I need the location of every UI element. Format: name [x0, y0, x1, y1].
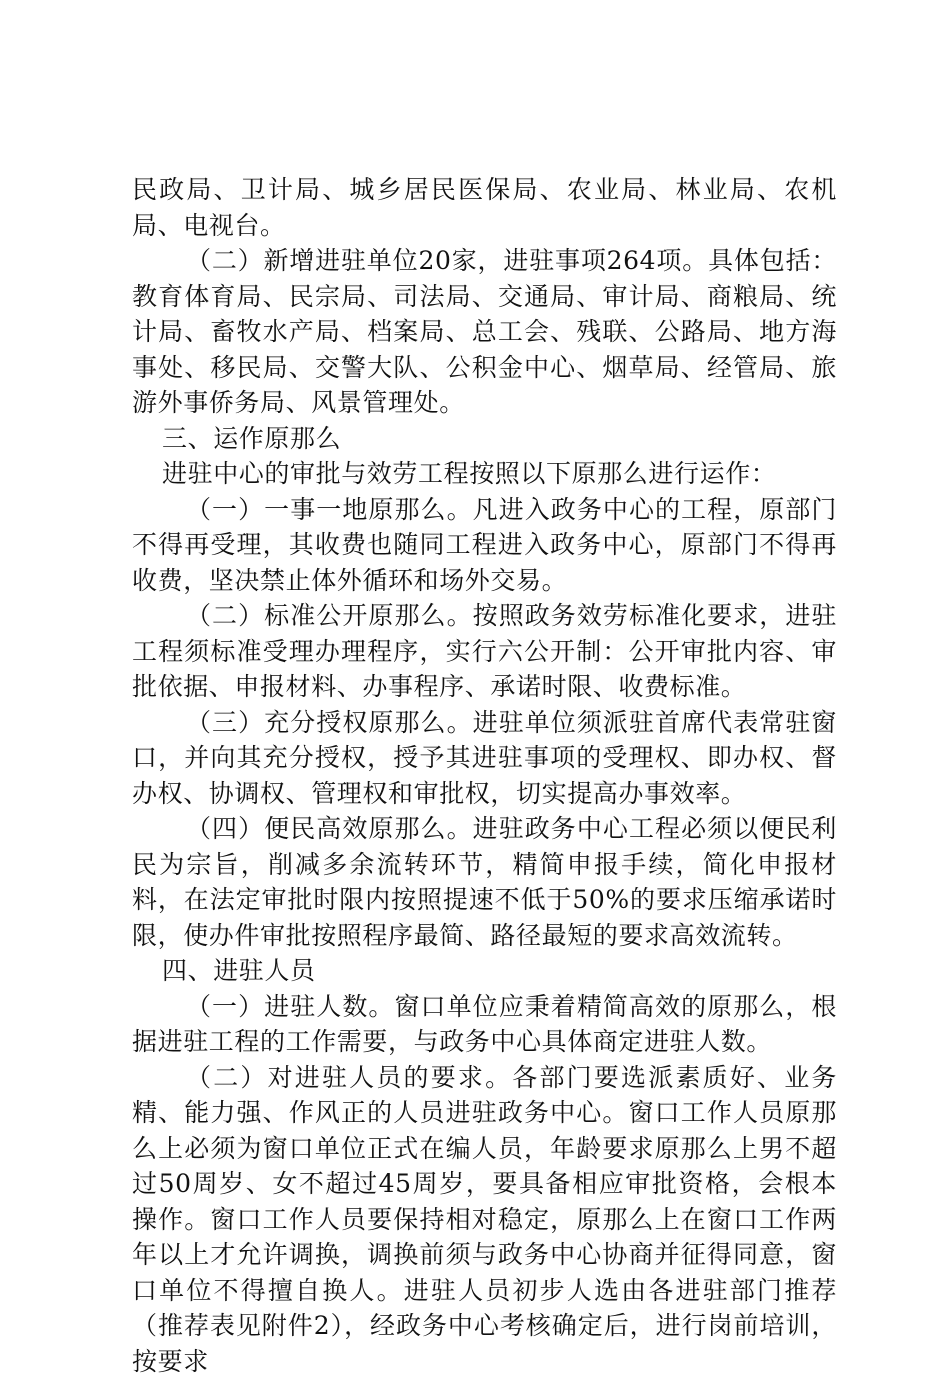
paragraph-operation-intro: 进驻中心的审批与效劳工程按照以下原那么进行运作：	[132, 456, 837, 492]
paragraph-principle-convenience: （四）便民高效原那么。进驻政务中心工程必须以便民利民为宗旨，削减多余流转环节，精简申报手续，简化申报材料，在法定审批时限内按照提速不低于50%的要求压缩承诺时限，使办件审批按照程序最简、路径最短的要求高效流转。	[132, 811, 837, 953]
paragraph-principle-standard-open: （二）标准公开原那么。按照政务效劳标准化要求，进驻工程须标准受理办理程序，实行六公开制：公开审批内容、审批依据、申报材料、办事程序、承诺时限、收费标准。	[132, 598, 837, 705]
paragraph-continuation: 民政局、卫计局、城乡居民医保局、农业局、林业局、农机局、电视台。	[132, 172, 837, 243]
paragraph-staff-requirements: （二）对进驻人员的要求。各部门要选派素质好、业务精、能力强、作风正的人员进驻政务中心。窗口工作人员原那么上必须为窗口单位正式在编人员，年龄要求原那么上男不超过50周岁、女不超过45周岁，要具备相应审批资格，会根本操作。窗口工作人员要保持相对稳定，原那么上在窗口工作两年以上才允许调换，调换前须与政务中心协商并征得同意，窗口单位不得擅自换人。进驻人员初步人选由各进驻部门推荐（推荐表见附件2），经政务中心考核确定后，进行岗前培训，按要求	[132, 1060, 837, 1379]
paragraph-staff-count: （一）进驻人数。窗口单位应秉着精简高效的原那么，根据进驻工程的工作需要，与政务中心具体商定进驻人数。	[132, 989, 837, 1060]
section-heading-staff: 四、进驻人员	[132, 953, 837, 989]
section-heading-operation-principles: 三、运作原那么	[132, 421, 837, 457]
paragraph-new-units: （二）新增进驻单位20家，进驻事项264项。具体包括：教育体育局、民宗局、司法局、交通局、审计局、商粮局、统计局、畜牧水产局、档案局、总工会、残联、公路局、地方海事处、移民局、交警大队、公积金中心、烟草局、经管局、旅游外事侨务局、风景管理处。	[132, 243, 837, 421]
paragraph-principle-authorization: （三）充分授权原那么。进驻单位须派驻首席代表常驻窗口，并向其充分授权，授予其进驻事项的受理权、即办权、督办权、协调权、管理权和审批权，切实提高办事效率。	[132, 705, 837, 812]
paragraph-principle-one-place: （一）一事一地原那么。凡进入政务中心的工程，原部门不得再受理，其收费也随同工程进入政务中心，原部门不得再收费，坚决禁止体外循环和场外交易。	[132, 492, 837, 599]
document-page	[132, 172, 837, 1379]
